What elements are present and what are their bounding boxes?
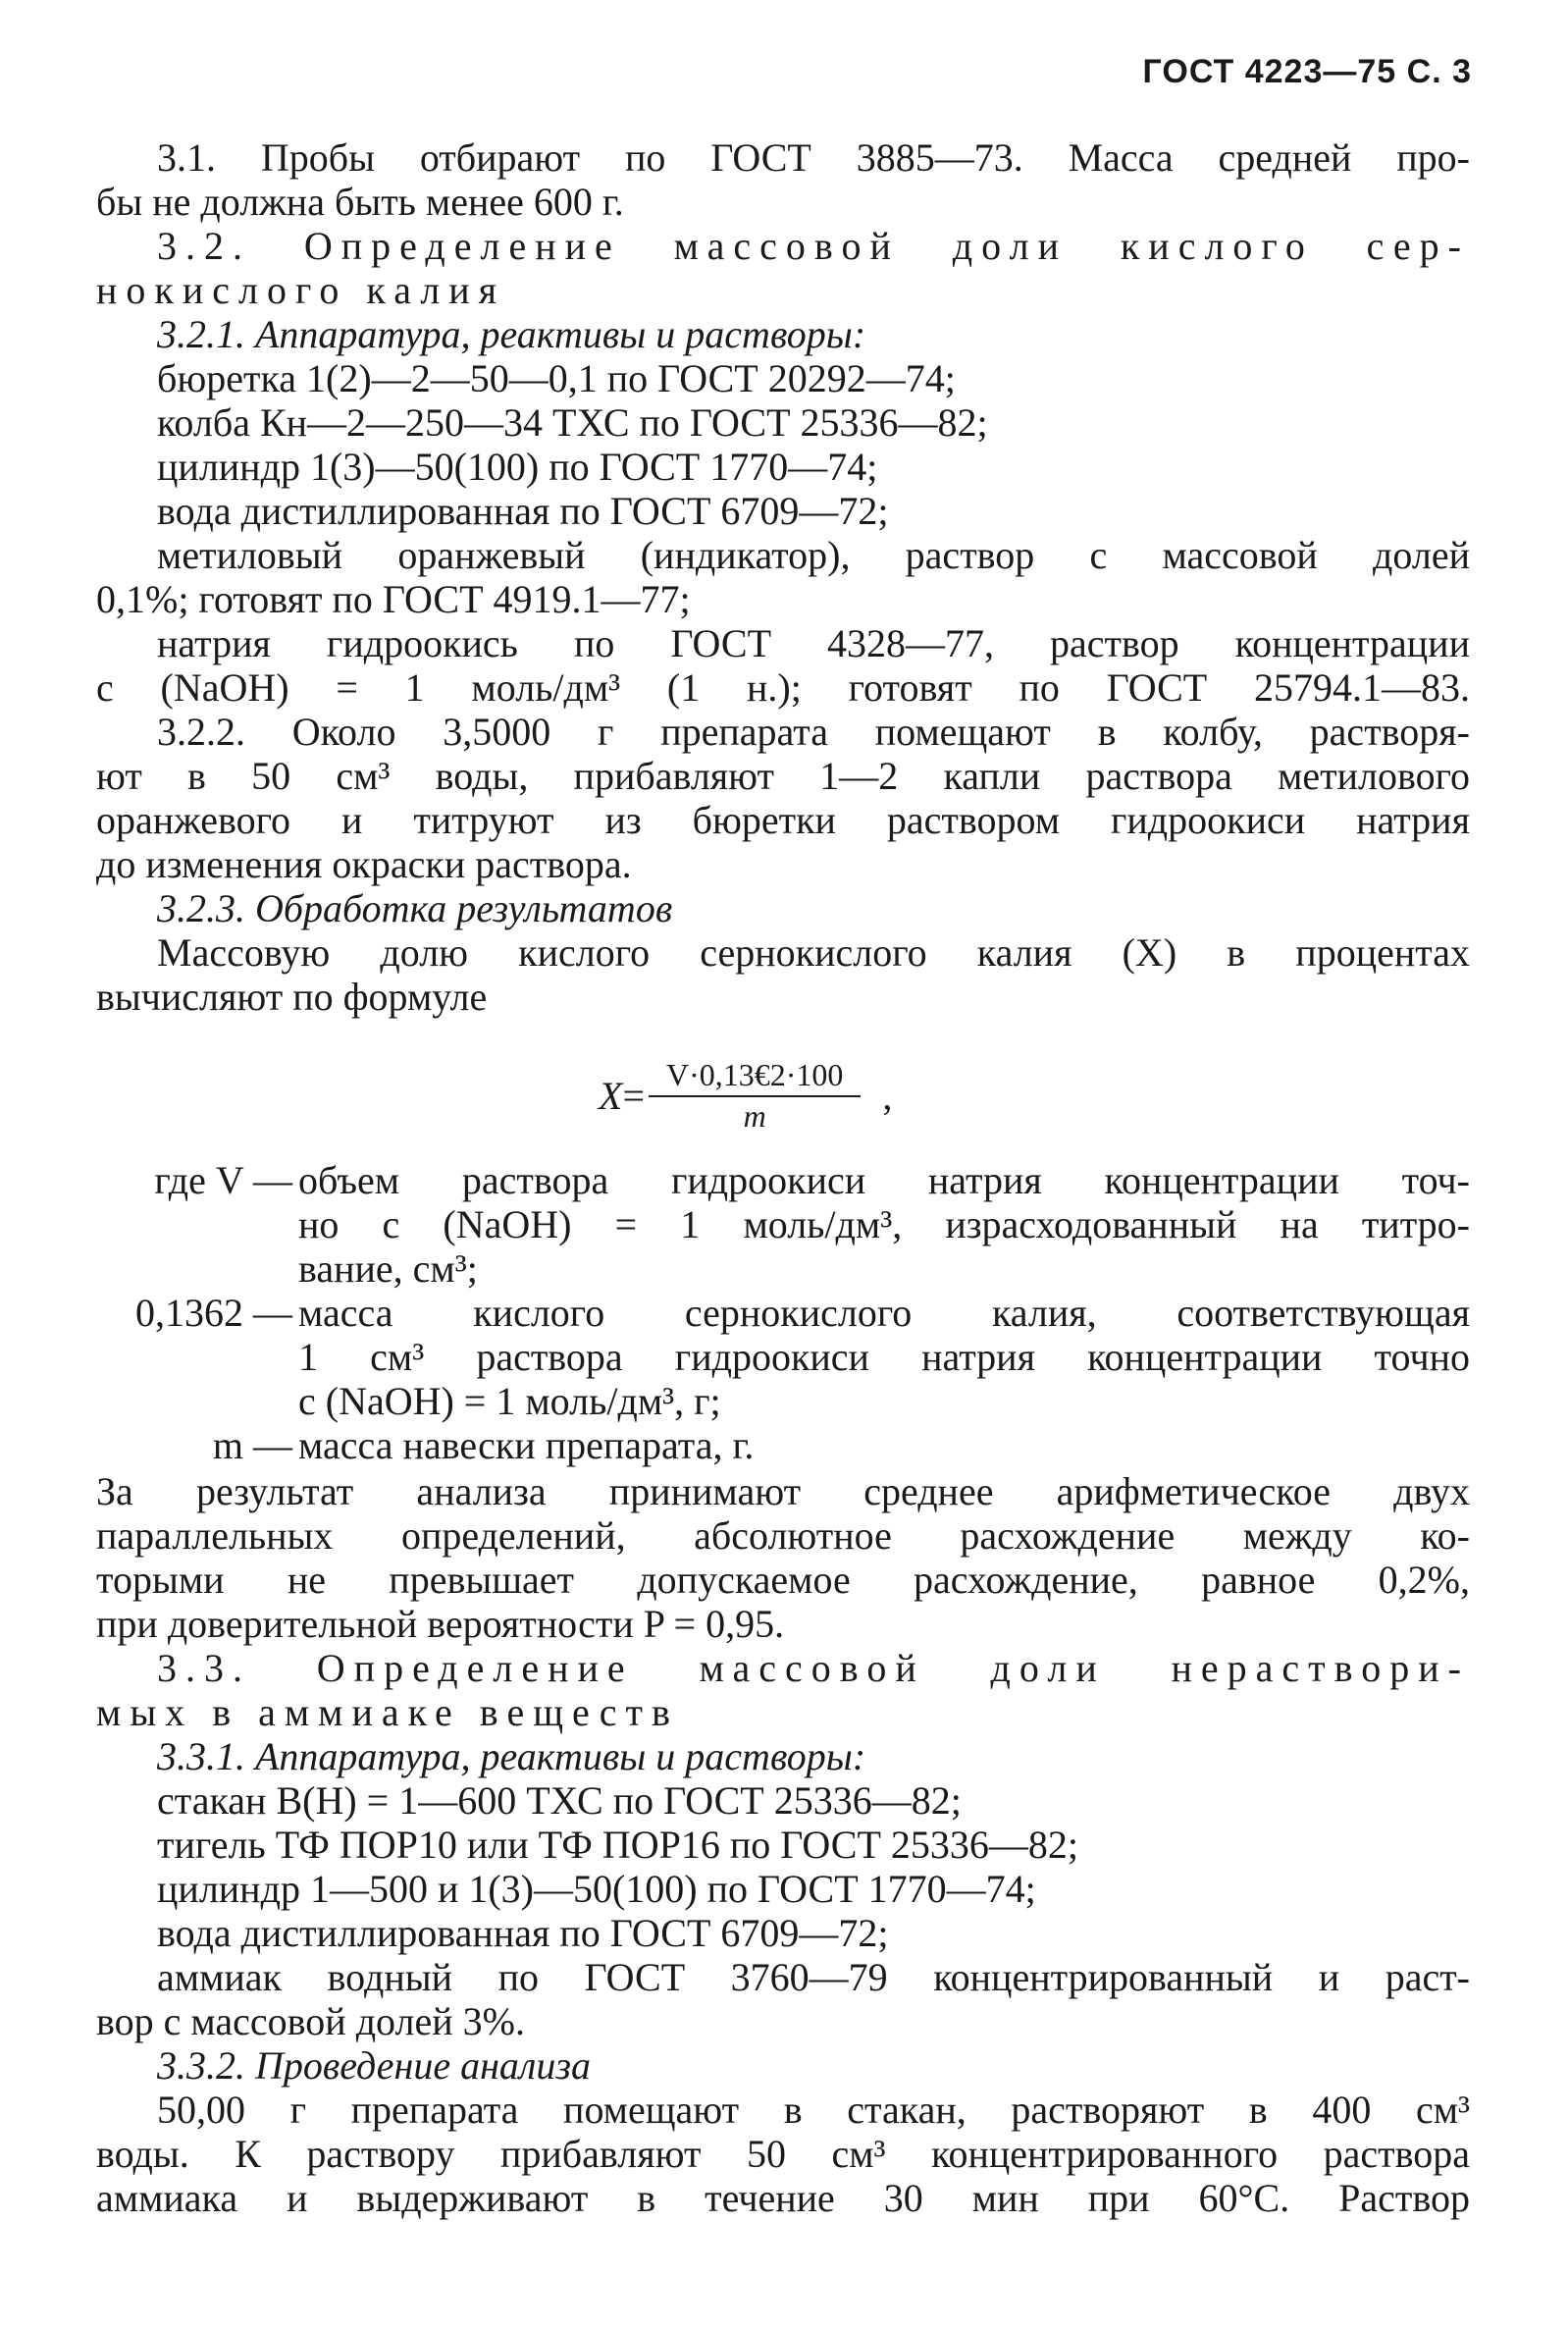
text-line: бы не должна быть менее 600 г. [96, 180, 624, 224]
body-text [96, 135, 1470, 1019]
text-line: 3.2.3. Обработка результатов [157, 886, 673, 930]
text-line: масса кислого сернокислого калия, соответствующая [298, 1291, 1470, 1335]
text-line: при доверительной вероятности P = 0,95. [96, 1602, 785, 1646]
text-line: стакан В(Н) = 1—600 ТХС по ГОСТ 25336—82; [157, 1778, 962, 1823]
text-line: 1 см³ раствора гидроокиси натрия концентрации точно [298, 1335, 1470, 1379]
text-line: тигель ТФ ПОР10 или ТФ ПОР16 по ГОСТ 25336—82; [157, 1823, 1078, 1867]
text-line: натрия гидроокись по ГОСТ 4328—77, раствор концентрации [157, 621, 1470, 665]
where-term: 0,1362 — [135, 1291, 292, 1335]
text-line: нокислого калия [96, 268, 506, 312]
formula-equals: = [622, 1073, 645, 1118]
after-text [96, 1469, 1470, 2220]
where-term: где V — [154, 1158, 292, 1202]
formula-lhs: X [599, 1073, 623, 1118]
text-line: масса навески препарата, г. [298, 1423, 755, 1467]
formula [599, 1056, 892, 1135]
text-line: 3.3.2. Проведение анализа [157, 2043, 591, 2088]
text-line: но c (NaOH) = 1 моль/дм³, израсходованный на титро- [298, 1202, 1470, 1246]
where-row [96, 1158, 1470, 1291]
page-header: ГОСТ 4223—75 С. 3 [1142, 53, 1472, 90]
text-line: воды. К раствору прибавляют 50 см³ концентрированного раствора [96, 2132, 1470, 2176]
text-line: мых в аммиаке веществ [96, 1690, 679, 1734]
text-line: цилиндр 1—500 и 1(3)—50(100) по ГОСТ 1770—74; [157, 1867, 1036, 1911]
text-line: 0,1%; готовят по ГОСТ 4919.1—77; [96, 577, 691, 621]
where-description [298, 1423, 1470, 1467]
text-line: 3.2.1. Аппаратура, реактивы и растворы: [157, 312, 866, 356]
text-line: параллельных определений, абсолютное расхождение между ко- [96, 1513, 1470, 1558]
where-row [96, 1291, 1470, 1423]
text-line: 3.2. Определение массовой доли кислого сер- [157, 224, 1470, 268]
text-line: до изменения окраски раствора. [96, 842, 632, 886]
text-line: колба Кн—2—250—34 ТХС по ГОСТ 25336—82; [157, 400, 988, 445]
text-line: аммиак водный по ГОСТ 3760—79 концентрированный и раст- [157, 1955, 1470, 1999]
text-line: За результат анализа принимают среднее арифметическое двух [96, 1469, 1470, 1513]
text-line: торыми не превышает допускаемое расхождение, равное 0,2%, [96, 1558, 1470, 1602]
formula-denominator: m [743, 1098, 766, 1134]
text-line: 3.1. Пробы отбирают по ГОСТ 3885—73. Масса средней про- [157, 135, 1470, 180]
text-line: c (NaOH) = 1 моль/дм³, г; [298, 1379, 721, 1423]
text-line: вор с массовой долей 3%. [96, 1999, 525, 2043]
where-description [298, 1291, 1470, 1423]
text-line: 3.3.1. Аппаратура, реактивы и растворы: [157, 1734, 866, 1778]
text-line: вычисляют по формуле [96, 975, 488, 1019]
formula-comma: , [882, 1073, 893, 1118]
text-line: аммиака и выдерживают в течение 30 мин при 60°С. Раствор [96, 2176, 1470, 2220]
text-line: вода дистиллированная по ГОСТ 6709—72; [157, 489, 889, 533]
text-line: вание, см³; [298, 1246, 478, 1291]
where-block [96, 1158, 1470, 1467]
text-line: цилиндр 1(3)—50(100) по ГОСТ 1770—74; [157, 445, 878, 489]
where-description [298, 1158, 1470, 1291]
text-line: метиловый оранжевый (индикатор), раствор с массовой долей [157, 533, 1470, 577]
text-line: объем раствора гидроокиси натрия концентрации точ- [298, 1158, 1470, 1202]
text-line: c (NaOH) = 1 моль/дм³ (1 н.); готовят по ГОСТ 25794.1—83. [96, 665, 1470, 710]
where-row [96, 1423, 1470, 1467]
text-line: бюретка 1(2)—2—50—0,1 по ГОСТ 20292—74; [157, 356, 956, 400]
text-line: оранжевого и титруют из бюретки раствором гидроокиси натрия [96, 798, 1470, 842]
formula-fraction [649, 1056, 861, 1135]
formula-numerator: V·0,13€2·100 [649, 1056, 861, 1097]
text-line: ют в 50 см³ воды, прибавляют 1—2 капли раствора метилового [96, 754, 1470, 798]
text-line: вода дистиллированная по ГОСТ 6709—72; [157, 1911, 889, 1955]
text-line: Массовую долю кислого сернокислого калия (X) в процентах [157, 930, 1470, 975]
text-line: 3.2.2. Около 3,5000 г препарата помещают в колбу, растворя- [157, 710, 1470, 754]
where-term: m — [212, 1423, 292, 1467]
text-line: 3.3. Определение массовой доли нераствори- [157, 1646, 1470, 1690]
text-line: 50,00 г препарата помещают в стакан, растворяют в 400 см³ [157, 2088, 1470, 2132]
